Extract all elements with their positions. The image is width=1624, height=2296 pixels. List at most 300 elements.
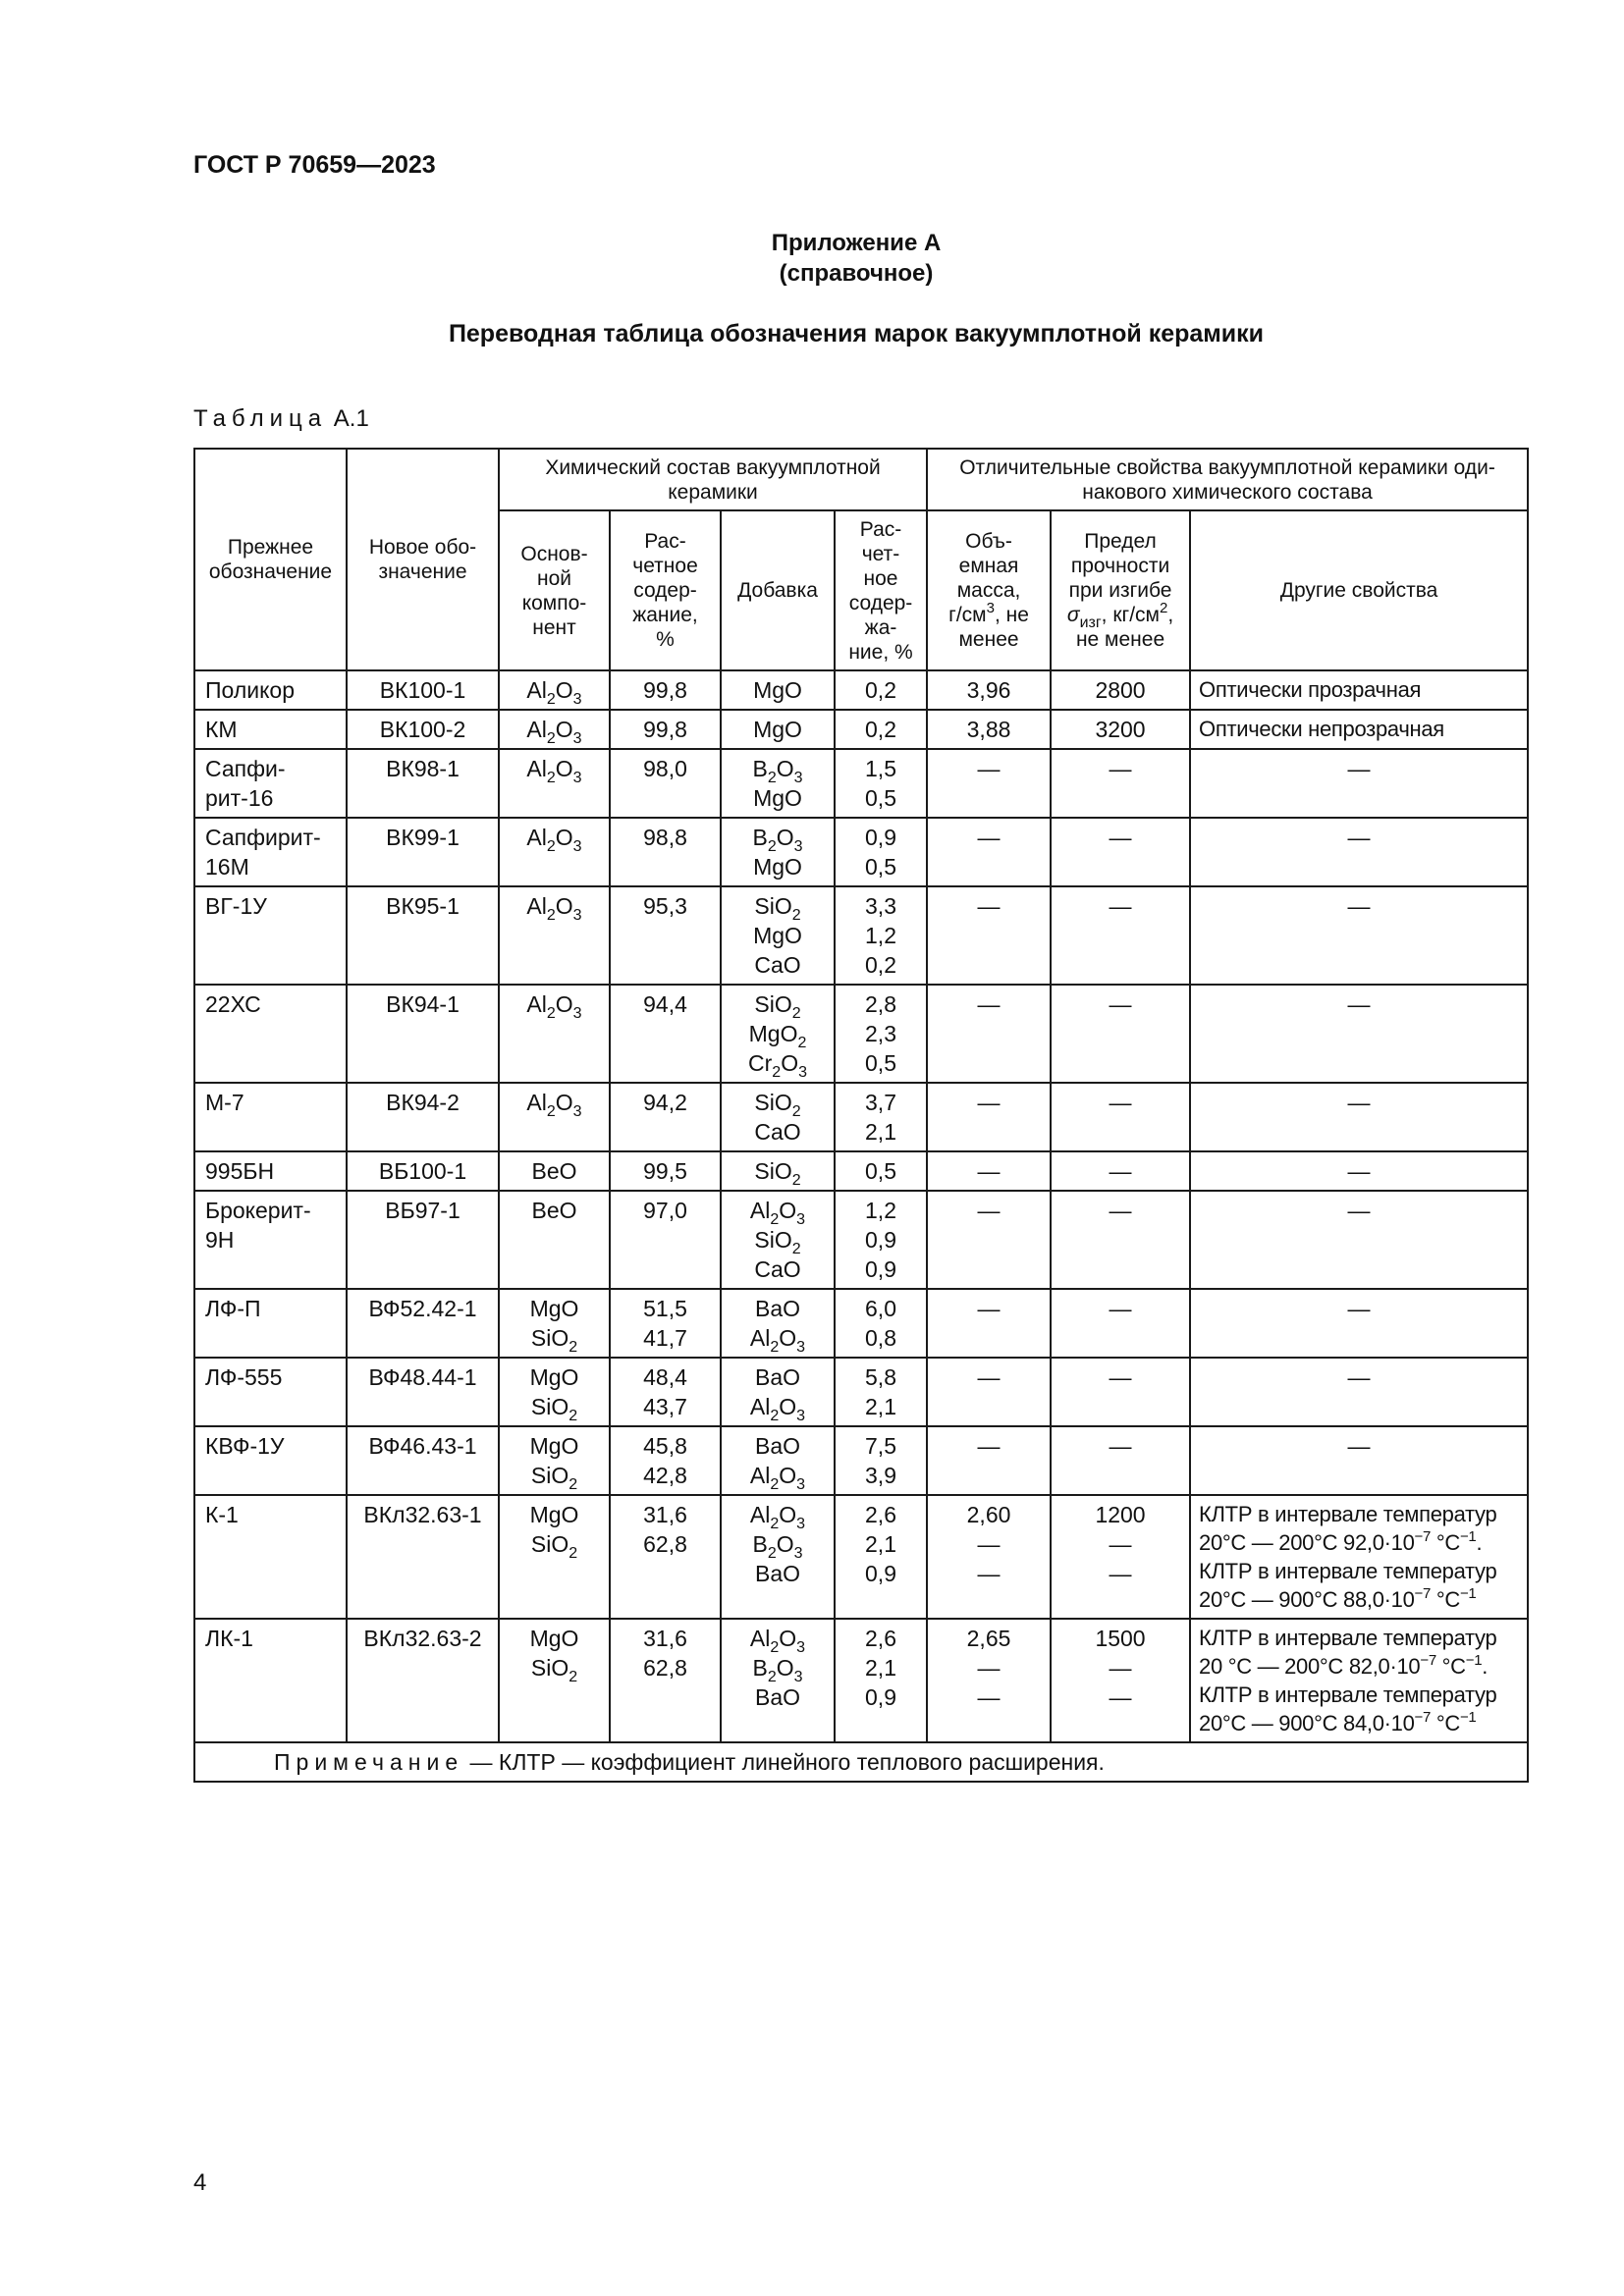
col-calc2-value: 3,3	[865, 893, 896, 919]
col-additive-cell	[721, 670, 835, 710]
col-calc1-cell	[610, 818, 721, 886]
col-calc2-value: 1,2	[865, 1198, 896, 1223]
col-main-comp-value: MgO	[529, 1433, 579, 1459]
col-additive-cell	[721, 1191, 835, 1289]
col-old-value: Поликор	[205, 677, 295, 703]
col-additive-value: SiO$_2$	[754, 1090, 801, 1120]
col-density-header: Объ- емная масса, $г/см^3$, не менее	[927, 510, 1051, 670]
col-density-cell	[927, 985, 1051, 1083]
col-old-cell	[194, 1426, 347, 1495]
col-calc2-value: 2,1	[865, 1531, 896, 1557]
col-other-value: —	[1347, 1090, 1371, 1115]
col-main-comp-value: SiO$_2$	[530, 1531, 578, 1562]
col-new-value: ВК94-1	[386, 991, 460, 1017]
col-new-value: ВК100-2	[379, 717, 466, 742]
col-calc2-value: 0,2	[865, 717, 896, 742]
col-strength-value: 1200	[1095, 1502, 1146, 1527]
col-additive-value: MgO	[753, 785, 802, 811]
col-calc1-value: 98,0	[643, 756, 687, 781]
col-main-comp-value: MgO	[529, 1626, 579, 1651]
col-calc2-cell	[835, 1289, 927, 1358]
col-additive-cell	[721, 710, 835, 749]
col-calc1-value: 31,6	[643, 1626, 687, 1651]
col-old-cell	[194, 818, 347, 886]
col-density-cell	[927, 1289, 1051, 1358]
col-calc2-cell	[835, 670, 927, 710]
col-new-value: ВК100-1	[379, 677, 466, 703]
col-strength-cell	[1051, 749, 1190, 818]
col-calc2-value: 2,8	[865, 991, 896, 1017]
col-strength-value: —	[1109, 1158, 1132, 1184]
col-chem-group-header: Химический состав вакуумплотной керамики	[499, 449, 927, 510]
col-density-cell	[927, 1191, 1051, 1289]
col-other-value: 20°С — 200°С $92,0\cdot 10^{-7}$ $^\circ С^{-1}$.	[1199, 1528, 1483, 1555]
col-density-value: —	[977, 1198, 1001, 1223]
col-main-comp-cell	[499, 1495, 610, 1619]
col-new-value: ВК95-1	[386, 893, 460, 919]
col-old-value: ЛФ-555	[205, 1364, 283, 1390]
col-other-value: КЛТР в интервале температур	[1199, 1502, 1497, 1526]
col-additive-value: BaO	[754, 1433, 801, 1459]
col-calc2-value: 0,5	[865, 1050, 896, 1076]
col-main-comp-value: $Al_2O_3$	[526, 825, 582, 855]
col-other-value: Оптически непрозрачная	[1199, 717, 1444, 741]
col-other-value: КЛТР в интервале температур	[1199, 1682, 1497, 1707]
col-calc2-value: 2,3	[865, 1021, 896, 1046]
col-strength-cell	[1051, 886, 1190, 985]
col-calc1-cell	[610, 1191, 721, 1289]
col-calc1-value: 98,8	[643, 825, 687, 850]
col-additive-cell	[721, 1289, 835, 1358]
col-additive-value: $Al_2O_3$	[749, 1394, 806, 1424]
col-calc1-header: Рас- четное содер- жание, %	[610, 510, 721, 670]
col-other-cell	[1190, 1289, 1528, 1358]
col-density-value: 2,65	[966, 1626, 1011, 1651]
col-calc1-value: 51,5	[643, 1296, 687, 1321]
col-old-cell	[194, 985, 347, 1083]
col-strength-value: —	[1109, 1090, 1132, 1115]
col-strength-cell	[1051, 985, 1190, 1083]
col-main-comp-value: SiO$_2$	[530, 1463, 578, 1493]
appendix-label: Приложение А	[771, 230, 942, 256]
col-additive-cell	[721, 1495, 835, 1619]
col-density-value: 3,88	[966, 717, 1011, 742]
grades-table	[193, 448, 1529, 1783]
col-main-comp-cell	[499, 985, 610, 1083]
col-main-comp-value: $Al_2O_3$	[526, 893, 582, 924]
col-calc2-cell	[835, 886, 927, 985]
page-number: 4	[193, 2169, 207, 2196]
col-old-cell	[194, 1619, 347, 1742]
col-density-value: —	[977, 1561, 1001, 1586]
col-calc1-value: 99,8	[643, 717, 687, 742]
col-calc1-cell	[610, 670, 721, 710]
col-main-comp-value: $Al_2O_3$	[526, 756, 582, 786]
col-strength-value: —	[1109, 1433, 1132, 1459]
table-caption	[193, 405, 369, 433]
col-calc1-value: 95,3	[643, 893, 687, 919]
table-row	[194, 1426, 1528, 1495]
col-strength-value: —	[1109, 1198, 1132, 1223]
col-strength-value: —	[1109, 893, 1132, 919]
col-main-comp-value: $Al_2O_3$	[526, 717, 582, 747]
col-calc1-value: 41,7	[643, 1325, 687, 1351]
col-calc1-cell	[610, 1619, 721, 1742]
col-new-cell	[347, 886, 499, 985]
col-main-comp-value: MgO	[529, 1502, 579, 1527]
table-row	[194, 710, 1528, 749]
col-other-cell	[1190, 670, 1528, 710]
col-calc2-cell	[835, 1151, 927, 1191]
col-density-value: —	[977, 1655, 1001, 1681]
col-density-value: —	[977, 756, 1001, 781]
table-row	[194, 1191, 1528, 1289]
table-row	[194, 1289, 1528, 1358]
col-old-value: рит-16	[205, 785, 274, 811]
col-calc1-value: 97,0	[643, 1198, 687, 1223]
note-text: — КЛТР — коэффициент линейного теплового расширения.	[469, 1748, 1105, 1775]
col-additive-value: BaO	[754, 1561, 801, 1586]
col-calc1-value: 94,2	[643, 1090, 687, 1115]
table-row	[194, 1358, 1528, 1426]
col-strength-value: —	[1109, 825, 1132, 850]
col-new-value: ВКл32.63-2	[363, 1626, 482, 1651]
col-strength-value: 2800	[1095, 677, 1146, 703]
col-additive-cell	[721, 1619, 835, 1742]
col-old-cell	[194, 1358, 347, 1426]
col-main-comp-cell	[499, 818, 610, 886]
col-calc2-cell	[835, 1426, 927, 1495]
col-other-cell	[1190, 1151, 1528, 1191]
col-other-value: 20 °С — 200°С $82,0\cdot 10^{-7}$ $^\circ С^{-1}$.	[1199, 1652, 1489, 1679]
col-main-comp-value: BeO	[531, 1198, 577, 1223]
col-other-value: —	[1347, 1364, 1371, 1390]
col-calc1-cell	[610, 710, 721, 749]
col-calc1-value: 31,6	[643, 1502, 687, 1527]
col-calc2-header: Рас- чет- ное содер- жа- ние, %	[835, 510, 927, 670]
col-strength-value: 3200	[1095, 717, 1146, 742]
col-calc2-value: 2,1	[865, 1655, 896, 1681]
col-additive-value: SiO$_2$	[754, 893, 801, 924]
col-main-comp-cell	[499, 1619, 610, 1742]
col-additive-value: MgO	[753, 854, 802, 880]
col-strength-cell	[1051, 1495, 1190, 1619]
col-calc2-value: 0,9	[865, 825, 896, 850]
table-row	[194, 749, 1528, 818]
note-label: Примечание	[274, 1748, 464, 1775]
col-old-cell	[194, 670, 347, 710]
col-main-comp-value: BeO	[531, 1158, 577, 1184]
col-density-cell	[927, 1358, 1051, 1426]
col-additive-value: MgO	[753, 677, 802, 703]
col-additive-value: BaO	[754, 1684, 801, 1710]
document-title: Переводная таблица обозначения марок вакуумплотной керамики	[448, 320, 1265, 347]
col-other-value: Оптически прозрачная	[1199, 677, 1422, 702]
col-additive-value: $Al_2O_3$	[749, 1626, 806, 1656]
col-strength-cell	[1051, 818, 1190, 886]
col-calc1-value: 43,7	[643, 1394, 687, 1419]
col-calc2-cell	[835, 1083, 927, 1151]
col-calc2-value: 0,9	[865, 1256, 896, 1282]
col-strength-cell	[1051, 1426, 1190, 1495]
col-calc2-value: 0,5	[865, 854, 896, 880]
col-other-value: 20°С — 900°С $88,0\cdot 10^{-7}$ $^\circ С^{-1}$	[1199, 1585, 1477, 1612]
col-new-value: ВКл32.63-1	[363, 1502, 482, 1527]
col-calc2-value: 6,0	[865, 1296, 896, 1321]
col-old-cell	[194, 710, 347, 749]
col-density-value: —	[977, 1531, 1001, 1557]
col-calc2-value: 0,5	[865, 1158, 896, 1184]
col-additive-value: $B_2O_3$	[752, 825, 803, 855]
col-calc2-value: 1,5	[865, 756, 896, 781]
col-other-value: КЛТР в интервале температур	[1199, 1626, 1497, 1650]
col-strength-value: —	[1109, 1531, 1132, 1557]
col-strength-cell	[1051, 1358, 1190, 1426]
col-other-value: —	[1347, 1198, 1371, 1223]
col-new-cell	[347, 1495, 499, 1619]
col-other-value: —	[1347, 1296, 1371, 1321]
col-new-cell	[347, 1358, 499, 1426]
col-calc2-value: 2,6	[865, 1502, 896, 1527]
col-old-cell	[194, 1083, 347, 1151]
col-other-cell	[1190, 1083, 1528, 1151]
col-main-comp-value: $Al_2O_3$	[526, 1090, 582, 1120]
col-other-value: —	[1347, 825, 1371, 850]
col-strength-cell	[1051, 1151, 1190, 1191]
col-density-value: 3,96	[966, 677, 1011, 703]
col-density-value: —	[977, 1364, 1001, 1390]
col-additive-value: $Cr_2O_3$	[748, 1050, 807, 1081]
col-additive-value: SiO$_2$	[754, 1158, 801, 1189]
col-other-cell	[1190, 749, 1528, 818]
col-old-value: 22ХС	[205, 991, 261, 1017]
col-density-value: —	[977, 1090, 1001, 1115]
col-old-value: ЛФ-П	[205, 1296, 261, 1321]
col-calc2-value: 2,1	[865, 1119, 896, 1145]
col-new-cell	[347, 1289, 499, 1358]
col-calc2-value: 0,2	[865, 677, 896, 703]
col-strength-value: 1500	[1095, 1626, 1146, 1651]
col-additive-cell	[721, 1151, 835, 1191]
col-calc1-cell	[610, 886, 721, 985]
col-density-value: —	[977, 1296, 1001, 1321]
col-calc1-cell	[610, 1083, 721, 1151]
col-calc1-cell	[610, 985, 721, 1083]
table-note	[194, 1742, 1528, 1782]
col-density-cell	[927, 818, 1051, 886]
col-calc2-value: 0,2	[865, 952, 896, 978]
col-additive-cell	[721, 886, 835, 985]
col-old-value: Брокерит-	[205, 1198, 311, 1223]
col-other-value: —	[1347, 991, 1371, 1017]
col-other-value: 20°С — 900°С $84,0\cdot 10^{-7}$ $^\circ С^{-1}$	[1199, 1709, 1477, 1735]
col-additive-value: SiO$_2$	[754, 1227, 801, 1257]
col-other-cell	[1190, 1619, 1528, 1742]
col-other-value: —	[1347, 893, 1371, 919]
col-strength-cell	[1051, 710, 1190, 749]
table-caption-word: Таблица	[193, 405, 328, 432]
col-old-value: КМ	[205, 717, 238, 742]
col-calc2-cell	[835, 749, 927, 818]
col-new-cell	[347, 1426, 499, 1495]
col-density-cell	[927, 1426, 1051, 1495]
col-density-value: —	[977, 1158, 1001, 1184]
col-props-group-header: Отличительные свойства вакуумплотной керамики оди- накового химического состава	[927, 449, 1528, 510]
col-additive-value: $Al_2O_3$	[749, 1325, 806, 1356]
col-main-comp-cell	[499, 886, 610, 985]
col-density-cell	[927, 670, 1051, 710]
appendix-kind: (справочное)	[779, 260, 934, 287]
col-old-cell	[194, 1191, 347, 1289]
col-main-comp-header: Основ- ной компо- нент	[499, 510, 610, 670]
col-additive-value: $B_2O_3$	[752, 756, 803, 786]
col-calc1-cell	[610, 1426, 721, 1495]
col-calc1-value: 62,8	[643, 1531, 687, 1557]
col-calc2-cell	[835, 1619, 927, 1742]
table-row	[194, 1495, 1528, 1619]
col-old-cell	[194, 749, 347, 818]
table-row	[194, 985, 1528, 1083]
col-new-cell	[347, 1619, 499, 1742]
col-new-value: ВК94-2	[386, 1090, 460, 1115]
col-strength-value: —	[1109, 1684, 1132, 1710]
col-calc1-value: 42,8	[643, 1463, 687, 1488]
col-strength-value: —	[1109, 756, 1132, 781]
col-additive-cell	[721, 1426, 835, 1495]
col-additive-cell	[721, 985, 835, 1083]
col-old-value: 995БН	[205, 1158, 275, 1184]
col-main-comp-cell	[499, 1289, 610, 1358]
col-other-cell	[1190, 1495, 1528, 1619]
col-strength-value: —	[1109, 1655, 1132, 1681]
col-calc1-value: 48,4	[643, 1364, 687, 1390]
col-new-value: ВБ100-1	[378, 1158, 467, 1184]
col-calc2-cell	[835, 1495, 927, 1619]
col-main-comp-value: MgO	[529, 1296, 579, 1321]
col-new-cell	[347, 1151, 499, 1191]
col-density-cell	[927, 749, 1051, 818]
col-other-value: КЛТР в интервале температур	[1199, 1559, 1497, 1583]
col-additive-value: $Al_2O_3$	[749, 1502, 806, 1532]
col-old-cell	[194, 1289, 347, 1358]
col-strength-cell	[1051, 1289, 1190, 1358]
col-density-value: 2,60	[966, 1502, 1011, 1527]
col-calc1-value: 99,5	[643, 1158, 687, 1184]
col-calc2-cell	[835, 818, 927, 886]
col-additive-cell	[721, 1083, 835, 1151]
col-main-comp-value: SiO$_2$	[530, 1394, 578, 1424]
table-body	[194, 670, 1528, 1742]
col-old-value: М-7	[205, 1090, 244, 1115]
col-calc2-cell	[835, 1191, 927, 1289]
col-other-cell	[1190, 1358, 1528, 1426]
col-main-comp-cell	[499, 1426, 610, 1495]
col-other-value: —	[1347, 1433, 1371, 1459]
col-new-cell	[347, 1083, 499, 1151]
col-other-value: —	[1347, 756, 1371, 781]
col-other-cell	[1190, 1426, 1528, 1495]
col-additive-cell	[721, 749, 835, 818]
col-additive-value: BaO	[754, 1296, 801, 1321]
table-row	[194, 1619, 1528, 1742]
col-calc1-cell	[610, 749, 721, 818]
col-new-value: ВК98-1	[386, 756, 460, 781]
col-density-cell	[927, 1619, 1051, 1742]
col-additive-value: $Al_2O_3$	[749, 1463, 806, 1493]
col-main-comp-cell	[499, 1191, 610, 1289]
col-strength-cell	[1051, 1191, 1190, 1289]
col-main-comp-value: $Al_2O_3$	[526, 677, 582, 708]
col-new-cell	[347, 749, 499, 818]
col-main-comp-cell	[499, 670, 610, 710]
col-new-cell	[347, 670, 499, 710]
col-new-value: ВФ52.42-1	[368, 1296, 477, 1321]
col-new-value: ВК99-1	[386, 825, 460, 850]
col-additive-value: $Al_2O_3$	[749, 1198, 806, 1228]
col-additive-header: Добавка	[721, 510, 835, 670]
col-other-cell	[1190, 886, 1528, 985]
col-calc1-cell	[610, 1358, 721, 1426]
col-additive-value: $B_2O_3$	[752, 1655, 803, 1685]
col-additive-value: CaO	[754, 952, 801, 978]
col-additive-value: $B_2O_3$	[752, 1531, 803, 1562]
col-density-value: —	[977, 991, 1001, 1017]
col-old-header: Прежнее обозначение	[194, 449, 347, 670]
col-calc1-cell	[610, 1495, 721, 1619]
col-calc2-value: 5,8	[865, 1364, 896, 1390]
document-code: ГОСТ Р 70659—2023	[193, 151, 436, 179]
col-old-cell	[194, 1151, 347, 1191]
col-calc2-value: 2,6	[865, 1626, 896, 1651]
col-old-value: 16М	[205, 854, 249, 880]
col-strength-cell	[1051, 1083, 1190, 1151]
col-new-value: ВБ97-1	[385, 1198, 460, 1223]
table-row	[194, 818, 1528, 886]
col-other-header: Другие свойства	[1190, 510, 1528, 670]
col-strength-header: Предел прочности при изгибе $\sigma_{изг}$, $кг/см^2$, не менее	[1051, 510, 1190, 670]
col-density-cell	[927, 710, 1051, 749]
col-additive-cell	[721, 818, 835, 886]
col-calc2-value: 7,5	[865, 1433, 896, 1459]
col-calc2-cell	[835, 985, 927, 1083]
col-calc2-value: 3,9	[865, 1463, 896, 1488]
col-main-comp-value: SiO$_2$	[530, 1655, 578, 1685]
table-row	[194, 1083, 1528, 1151]
col-density-cell	[927, 886, 1051, 985]
col-additive-cell	[721, 1358, 835, 1426]
col-calc2-value: 2,1	[865, 1394, 896, 1419]
col-calc2-value: 0,9	[865, 1227, 896, 1253]
col-density-cell	[927, 1083, 1051, 1151]
col-main-comp-cell	[499, 1358, 610, 1426]
col-calc2-value: 0,8	[865, 1325, 896, 1351]
col-other-cell	[1190, 1191, 1528, 1289]
col-new-cell	[347, 985, 499, 1083]
col-density-cell	[927, 1495, 1051, 1619]
col-strength-value: —	[1109, 1364, 1132, 1390]
col-density-value: —	[977, 825, 1001, 850]
col-strength-value: —	[1109, 1561, 1132, 1586]
col-density-cell	[927, 1151, 1051, 1191]
col-new-header: Новое обо- значение	[347, 449, 499, 670]
col-strength-value: —	[1109, 1296, 1132, 1321]
col-calc1-cell	[610, 1151, 721, 1191]
col-main-comp-value: SiO$_2$	[530, 1325, 578, 1356]
col-additive-value: BaO	[754, 1364, 801, 1390]
col-calc2-value: 0,9	[865, 1561, 896, 1586]
col-main-comp-cell	[499, 710, 610, 749]
col-additive-value: SiO$_2$	[754, 991, 801, 1022]
